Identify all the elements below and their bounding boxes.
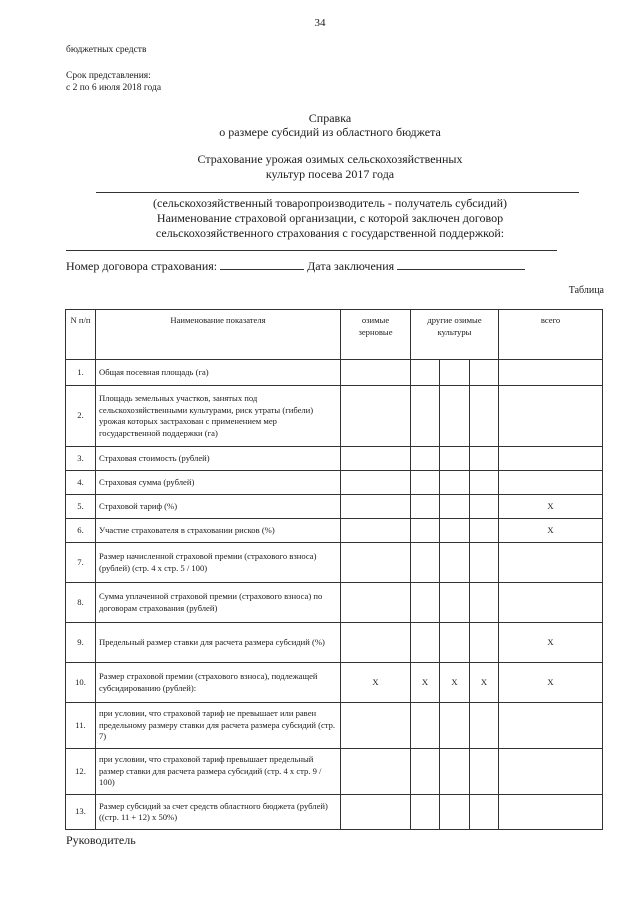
recipient-caption: (сельскохозяйственный товаропроизводитель - получатель субсидий) xyxy=(153,196,507,210)
contract-line xyxy=(66,258,525,274)
other-winter-cell-2[interactable] xyxy=(440,495,470,519)
other-winter-cell-2[interactable] xyxy=(440,447,470,471)
other-winter-cell-3[interactable] xyxy=(470,447,499,471)
row-indicator-name: Страховая сумма (рублей) xyxy=(96,471,341,495)
other-winter-cell-3[interactable] xyxy=(470,795,499,830)
row-indicator-name: при условии, что страховой тариф не превышает или равен предельному размеру ставки для расчета размера субсидий (стр. 7) xyxy=(96,703,341,749)
row-indicator-name: Сумма уплаченной страховой премии (страхового взноса) по договорам страхования (рублей) xyxy=(96,583,341,623)
contract-number-label: Номер договора страхования: xyxy=(66,259,218,273)
other-winter-cell-1[interactable] xyxy=(411,795,440,830)
other-winter-cell-3[interactable] xyxy=(470,386,499,447)
other-winter-cell-2[interactable] xyxy=(440,471,470,495)
table-row xyxy=(66,795,603,830)
winter-grain-cell[interactable] xyxy=(341,471,411,495)
insurance-title-line1: Страхование урожая озимых сельскохозяйственных xyxy=(197,152,463,166)
winter-grain-cell[interactable] xyxy=(341,795,411,830)
other-winter-cell-3[interactable] xyxy=(470,519,499,543)
winter-grain-cell[interactable] xyxy=(341,386,411,447)
total-cell: X xyxy=(499,623,603,663)
other-winter-cell-2[interactable] xyxy=(440,795,470,830)
table-row xyxy=(66,386,603,447)
other-winter-cell-1[interactable] xyxy=(411,495,440,519)
total-cell: X xyxy=(499,495,603,519)
total-cell[interactable] xyxy=(499,795,603,830)
other-winter-cell-3[interactable] xyxy=(470,583,499,623)
row-number: 4. xyxy=(66,471,96,495)
table-row xyxy=(66,749,603,795)
table-row xyxy=(66,519,603,543)
other-winter-cell-3[interactable] xyxy=(470,543,499,583)
other-winter-cell-1[interactable] xyxy=(411,360,440,386)
other-winter-cell-1: X xyxy=(411,663,440,703)
row-indicator-name: Страховая стоимость (рублей) xyxy=(96,447,341,471)
row-number: 2. xyxy=(66,386,96,447)
winter-grain-cell[interactable] xyxy=(341,360,411,386)
other-winter-cell-1[interactable] xyxy=(411,447,440,471)
table-row xyxy=(66,495,603,519)
deadline-label: Срок представления: xyxy=(66,71,151,81)
row-indicator-name: при условии, что страховой тариф превышает предельный размер ставки для расчета размера субсидий (стр. 4 x стр. 9 / 100) xyxy=(96,749,341,795)
document-subtitle: о размере субсидий из областного бюджета xyxy=(219,125,441,139)
total-cell[interactable] xyxy=(499,360,603,386)
budget-funds-text: бюджетных средств xyxy=(66,45,147,55)
winter-grain-cell[interactable] xyxy=(341,749,411,795)
signature-label: Руководитель xyxy=(66,833,136,847)
table-row xyxy=(66,583,603,623)
total-cell[interactable] xyxy=(499,749,603,795)
other-winter-cell-1[interactable] xyxy=(411,543,440,583)
insurer-underline xyxy=(66,250,557,251)
contract-number-field[interactable] xyxy=(220,258,304,270)
total-cell[interactable] xyxy=(499,471,603,495)
other-winter-cell-2[interactable] xyxy=(440,543,470,583)
total-cell[interactable] xyxy=(499,703,603,749)
other-winter-cell-2[interactable] xyxy=(440,386,470,447)
table-row xyxy=(66,703,603,749)
other-winter-cell-3[interactable] xyxy=(470,471,499,495)
winter-grain-cell[interactable] xyxy=(341,447,411,471)
other-winter-cell-2[interactable] xyxy=(440,749,470,795)
row-number: 5. xyxy=(66,495,96,519)
table-row xyxy=(66,447,603,471)
contract-date-label: Дата заключения xyxy=(307,259,395,273)
other-winter-cell-3[interactable] xyxy=(470,703,499,749)
row-number: 11. xyxy=(66,703,96,749)
header-winter-grain: озимые зерновые xyxy=(341,310,411,360)
other-winter-cell-2[interactable] xyxy=(440,623,470,663)
other-winter-cell-1[interactable] xyxy=(411,623,440,663)
winter-grain-cell[interactable] xyxy=(341,703,411,749)
document-title: Справка xyxy=(308,111,352,125)
insurance-title-line2: культур посева 2017 года xyxy=(265,167,395,181)
insurer-line1: Наименование страховой организации, с которой заключен договор xyxy=(156,211,504,225)
other-winter-cell-2[interactable] xyxy=(440,583,470,623)
other-winter-cell-1[interactable] xyxy=(411,519,440,543)
table-row xyxy=(66,360,603,386)
row-number: 3. xyxy=(66,447,96,471)
other-winter-cell-2: X xyxy=(440,663,470,703)
row-number: 10. xyxy=(66,663,96,703)
row-indicator-name: Общая посевная площадь (га) xyxy=(96,360,341,386)
winter-grain-cell[interactable] xyxy=(341,543,411,583)
page-number: 34 xyxy=(314,17,326,29)
other-winter-cell-1[interactable] xyxy=(411,749,440,795)
table-body xyxy=(66,310,603,830)
subsidy-table xyxy=(65,309,603,830)
winter-grain-cell[interactable] xyxy=(341,519,411,543)
other-winter-cell-1[interactable] xyxy=(411,703,440,749)
row-indicator-name: Площадь земельных участков, занятых под сельскохозяйственными культурами, риск утраты (гибели) урожая которых застрахован с применением мер государственной поддержки (га) xyxy=(96,386,341,447)
deadline-value: с 2 по 6 июля 2018 года xyxy=(66,83,162,93)
total-cell[interactable] xyxy=(499,583,603,623)
row-number: 12. xyxy=(66,749,96,795)
total-cell[interactable] xyxy=(499,447,603,471)
other-winter-cell-3[interactable] xyxy=(470,749,499,795)
other-winter-cell-1[interactable] xyxy=(411,471,440,495)
table-row xyxy=(66,471,603,495)
other-winter-cell-2[interactable] xyxy=(440,519,470,543)
row-number: 9. xyxy=(66,623,96,663)
table-label: Таблица xyxy=(568,285,604,296)
row-number: 6. xyxy=(66,519,96,543)
winter-grain-cell[interactable] xyxy=(341,623,411,663)
row-indicator-name: Предельный размер ставки для расчета размера субсидий (%) xyxy=(96,623,341,663)
row-number: 13. xyxy=(66,795,96,830)
row-indicator-name: Размер субсидий за счет средств областного бюджета (рублей) ((стр. 11 + 12) x 50%) xyxy=(96,795,341,830)
row-number: 1. xyxy=(66,360,96,386)
other-winter-cell-2[interactable] xyxy=(440,360,470,386)
other-winter-cell-3[interactable] xyxy=(470,495,499,519)
winter-grain-cell: X xyxy=(341,663,411,703)
row-indicator-name: Размер начисленной страховой премии (страхового взноса) (рублей) (стр. 4 x стр. 5 / 100) xyxy=(96,543,341,583)
other-winter-cell-3[interactable] xyxy=(470,623,499,663)
header-name: Наименование показателя xyxy=(96,310,341,360)
other-winter-cell-3: X xyxy=(470,663,499,703)
recipient-underline xyxy=(96,192,579,193)
total-cell[interactable] xyxy=(499,543,603,583)
total-cell[interactable] xyxy=(499,386,603,447)
header-other-winter: другие озимые культуры xyxy=(411,310,499,360)
total-cell: X xyxy=(499,663,603,703)
table-row xyxy=(66,623,603,663)
table-row xyxy=(66,543,603,583)
row-indicator-name: Страховой тариф (%) xyxy=(96,495,341,519)
contract-date-field[interactable] xyxy=(397,258,525,270)
winter-grain-cell[interactable] xyxy=(341,495,411,519)
winter-grain-cell[interactable] xyxy=(341,583,411,623)
row-number: 8. xyxy=(66,583,96,623)
header-total: всего xyxy=(499,310,603,360)
other-winter-cell-2[interactable] xyxy=(440,703,470,749)
row-indicator-name: Участие страхователя в страховании рисков (%) xyxy=(96,519,341,543)
insurer-line2: сельскохозяйственного страхования с государственной поддержкой: xyxy=(155,226,505,240)
total-cell: X xyxy=(499,519,603,543)
table-header-row xyxy=(66,310,603,360)
table-row xyxy=(66,663,603,703)
row-number: 7. xyxy=(66,543,96,583)
header-num: N п/п xyxy=(66,310,96,360)
other-winter-cell-1[interactable] xyxy=(411,583,440,623)
other-winter-cell-1[interactable] xyxy=(411,386,440,447)
row-indicator-name: Размер страховой премии (страхового взноса), подлежащей субсидированию (рублей): xyxy=(96,663,341,703)
other-winter-cell-3[interactable] xyxy=(470,360,499,386)
